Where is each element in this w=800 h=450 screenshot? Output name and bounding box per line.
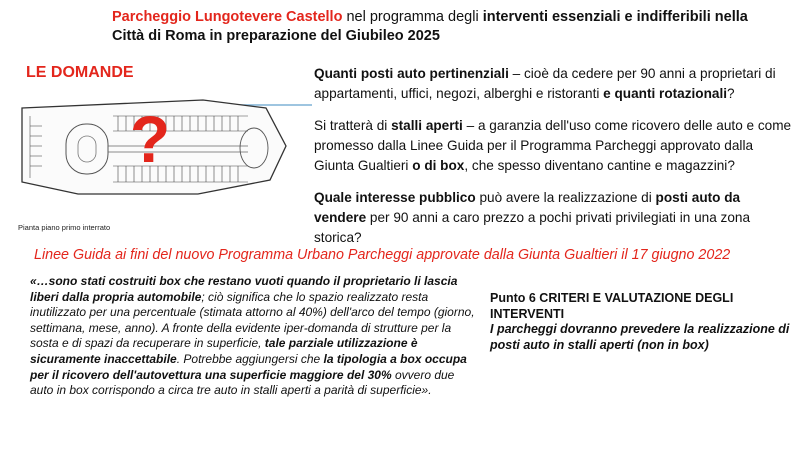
q3-b: può avere la realizzazione di — [475, 190, 656, 205]
q2-d: o di box — [412, 158, 465, 173]
criteria-block — [490, 291, 790, 353]
floor-plan-image — [8, 86, 312, 226]
q2-a: Si tratterà di — [314, 118, 392, 133]
question-mark: ? — [129, 102, 171, 176]
q2-e: , che spesso diventano cantine e magazzini? — [464, 158, 735, 173]
slide-header — [112, 8, 782, 46]
quote-p2: ; ciò significa che lo spazio realizzato resta inutilizzato per una percentuale (stimata attorno al 40%) dell'arco del tempo (giorno, settimana, mese, anno). A fronte della evidente iper-domanda di strutture per la sosta e di spazi da recuperare in superficie, — [30, 289, 475, 351]
quote-p4: . Potrebbe aggiungersi che — [176, 351, 324, 366]
questions-block — [314, 64, 794, 260]
question-3 — [314, 188, 794, 248]
criteria-title: Punto 6 CRITERI E VALUTAZIONE DEGLI INTERVENTI — [490, 291, 734, 321]
quote-p3: tale parziale utilizzazione è sicuramente inaccettabile — [30, 336, 418, 366]
section-title: LE DOMANDE — [26, 64, 134, 81]
criteria-text: I parcheggi dovranno prevedere la realizzazione di posti auto in stalli aperti (non in box) — [490, 322, 790, 352]
guidelines-quote — [30, 274, 480, 399]
q1-d: ? — [727, 86, 735, 101]
plan-caption: Pianta piano primo interrato — [18, 223, 111, 232]
q1-a: Quanti posti auto pertinenziali — [314, 66, 509, 81]
quote-p6: ovvero due auto in box corrispondo a circa tre auto in stalli aperti a parità di superficie». — [30, 367, 455, 398]
q3-c: posti auto da vendere — [314, 190, 741, 225]
q2-c: – a garanzia dell'uso come ricovero delle auto e come promesso dalla Linee Guida per il Programma Parcheggi approvato dalla Giunta Gualtieri — [314, 118, 792, 173]
q1-b: – cioè da cedere per 90 anni a proprietari di appartamenti, uffici, negozi, alberghi e ristoranti — [314, 66, 776, 101]
question-1 — [314, 64, 794, 104]
q3-d: per 90 anni a caro prezzo a pochi privati privilegiati in una zona storica? — [314, 210, 751, 245]
quote-p5: la tipologia a box occupa per il ricovero dell'autovettura una superficie maggiore del 30% — [30, 351, 467, 382]
header-parking-name: Parcheggio Lungotevere Castello — [112, 9, 343, 25]
q1-c: e quanti rotazionali — [603, 86, 728, 101]
q2-b: stalli aperti — [391, 118, 463, 133]
question-2 — [314, 116, 794, 176]
quote-p1: «…sono stati costruiti box che restano vuoti quando il proprietario li lascia liberi dalla propria automobile — [30, 274, 458, 304]
guidelines-title: Linee Guida ai fini del nuovo Programma Urbano Parcheggi approvate dalla Giunta Gualtieri il 17 giugno 2022 — [34, 247, 731, 263]
header-text: nel programma degli — [342, 9, 483, 25]
q3-a: Quale interesse pubblico — [314, 190, 476, 205]
header-program: interventi essenziali e indifferibili nella Città di Roma in preparazione del Giubileo 2025 — [112, 9, 748, 44]
